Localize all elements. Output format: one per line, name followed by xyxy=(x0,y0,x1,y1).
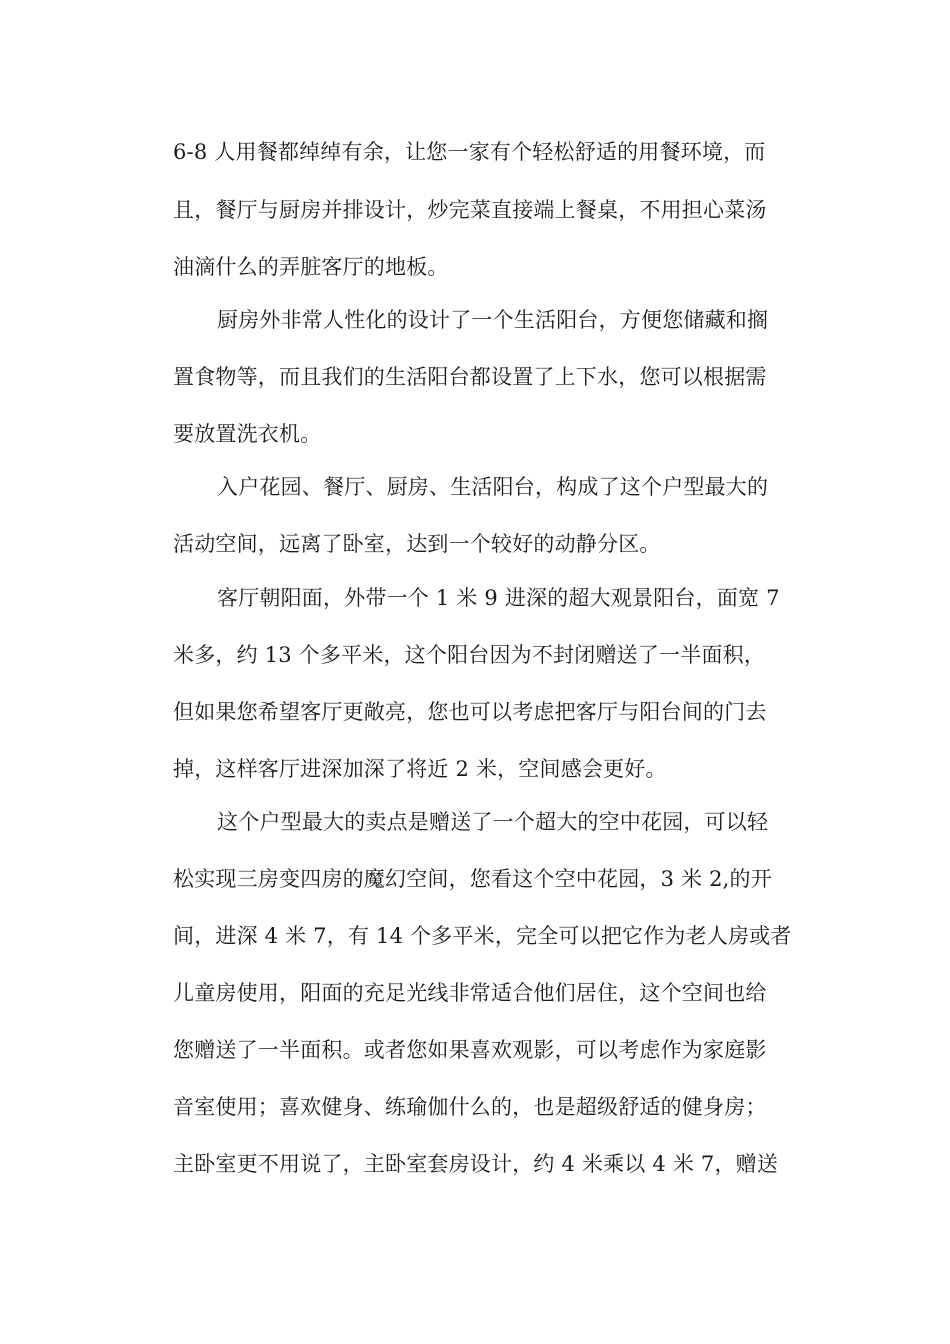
paragraph-5-line-6: 音室使用；喜欢健身、练瑜伽什么的，也是超级舒适的健身房； xyxy=(173,1095,767,1119)
paragraph-4-line-2: 米多，约 13 个多平米，这个阳台因为不封闭赠送了一半面积， xyxy=(173,643,766,667)
paragraph-2-line-3: 要放置洗衣机。 xyxy=(173,422,322,446)
paragraph-5-line-3: 间，进深 4 米 7，有 14 个多平米，完全可以把它作为老人房或者 xyxy=(173,924,792,948)
paragraph-2-line-1: 厨房外非常人性化的设计了一个生活阳台，方便您储藏和搁 xyxy=(217,308,769,332)
paragraph-5-line-4: 儿童房使用，阳面的充足光线非常适合他们居住，这个空间也给 xyxy=(173,981,767,1005)
paragraph-1-line-2: 且，餐厅与厨房并排设计，炒完菜直接端上餐桌，不用担心菜汤 xyxy=(173,198,767,222)
paragraph-5-line-1: 这个户型最大的卖点是赠送了一个超大的空中花园，可以轻 xyxy=(217,810,769,834)
paragraph-5-line-7: 主卧室更不用说了，主卧室套房设计，约 4 米乘以 4 米 7，赠送 xyxy=(173,1152,779,1176)
paragraph-4-line-3: 但如果您希望客厅更敞亮，您也可以考虑把客厅与阳台间的门去 xyxy=(173,700,767,724)
paragraph-3-line-1: 入户花园、餐厅、厨房、生活阳台，构成了这个户型最大的 xyxy=(217,475,769,499)
paragraph-4-line-4: 掉，这样客厅进深加深了将近 2 米，空间感会更好。 xyxy=(173,757,667,781)
paragraph-3-line-2: 活动空间，远离了卧室，达到一个较好的动静分区。 xyxy=(173,532,661,556)
paragraph-5-line-2: 松实现三房变四房的魔幻空间，您看这个空中花园，3 米 2,的开 xyxy=(173,867,772,891)
paragraph-4-line-1: 客厅朝阳面，外带一个 1 米 9 进深的超大观景阳台，面宽 7 xyxy=(217,586,780,610)
paragraph-5-line-5: 您赠送了一半面积。或者您如果喜欢观影，可以考虑作为家庭影 xyxy=(173,1038,767,1062)
paragraph-1-line-1: 6-8 人用餐都绰绰有余，让您一家有个轻松舒适的用餐环境，而 xyxy=(173,140,766,164)
paragraph-1-line-3: 油滴什么的弄脏客厅的地板。 xyxy=(173,255,449,279)
paragraph-2-line-2: 置食物等，而且我们的生活阳台都设置了上下水，您可以根据需 xyxy=(173,365,767,389)
